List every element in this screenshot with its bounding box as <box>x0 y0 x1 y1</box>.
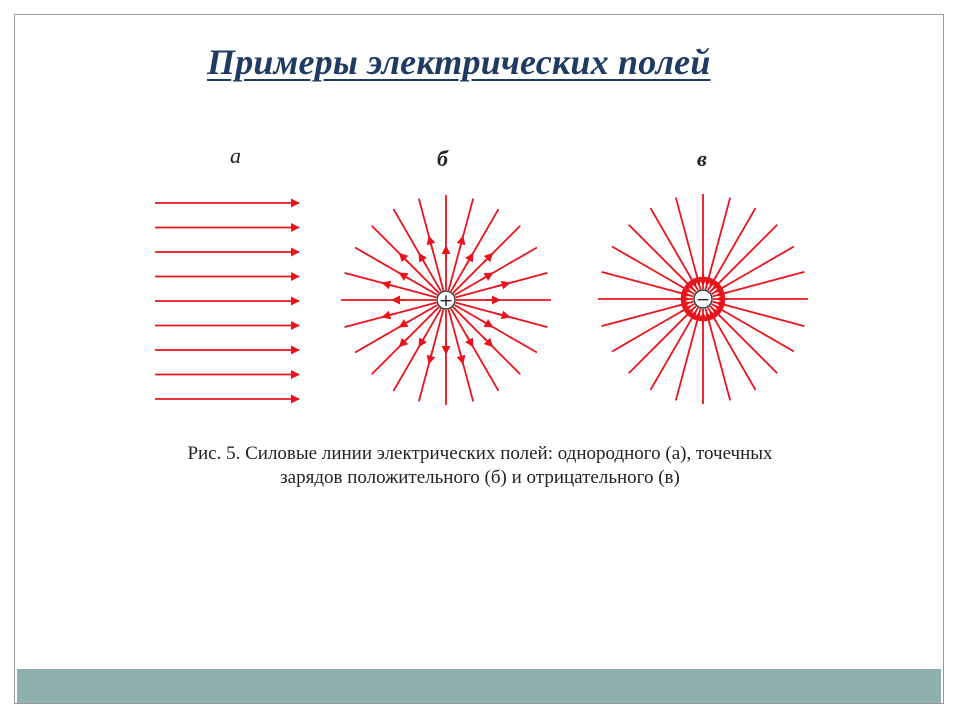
positive-field-line <box>451 209 499 291</box>
positive-field-line-arrow <box>399 320 411 327</box>
negative-field-line-arrow <box>680 286 690 292</box>
positive-field-line <box>455 248 537 296</box>
caption-line-1: Рис. 5. Силовые линии электрических полей: однородного (а), точечных <box>187 443 773 464</box>
slide <box>14 14 944 704</box>
negative-field-line-arrow <box>690 311 696 321</box>
positive-field-line-arrow <box>496 283 510 287</box>
field-diagrams <box>15 15 945 705</box>
label-positive: б <box>437 146 448 171</box>
slide-title: Примеры электрических полей <box>207 42 711 82</box>
negative-field-line-arrow <box>710 276 716 286</box>
negative-charge-symbol: − <box>695 290 711 310</box>
positive-field-line-arrow <box>483 337 493 347</box>
positive-field-line <box>451 309 499 391</box>
negative-field-line-arrow <box>707 313 710 325</box>
positive-field-line <box>394 309 442 391</box>
negative-field-line-arrow <box>715 306 725 312</box>
positive-field-line <box>355 248 437 296</box>
label-negative: в <box>697 146 707 171</box>
positive-charge <box>437 291 455 311</box>
negative-field-line-arrow <box>690 276 696 286</box>
positive-field-line-arrow <box>399 253 409 263</box>
positive-field-line-arrow <box>382 313 396 317</box>
positive-field-line-arrow <box>459 350 463 364</box>
negative-field-line-arrow <box>710 311 716 321</box>
positive-field-line-arrow <box>399 337 409 347</box>
negative-field-line-arrow <box>680 306 690 312</box>
negative-field-line-arrow <box>707 274 710 286</box>
negative-field-line-arrow <box>685 309 693 317</box>
positive-charge-symbol: + <box>438 291 454 311</box>
positive-field-line-arrow <box>481 320 493 327</box>
footer-bar <box>17 669 941 703</box>
negative-field-line-arrow <box>696 274 699 286</box>
positive-field-line <box>455 305 537 353</box>
negative-field-line-arrow <box>678 303 690 306</box>
positive-field-line-arrow <box>496 313 510 317</box>
negative-field-line-arrow <box>715 286 725 292</box>
label-uniform: а <box>230 143 241 168</box>
negative-field-line-arrow <box>713 309 721 317</box>
positive-field-line <box>355 305 437 353</box>
caption-line-2: зарядов положительного (б) и отрицательного (в) <box>280 467 680 488</box>
negative-field-line-arrow <box>678 292 690 295</box>
positive-field-line-arrow <box>429 236 433 250</box>
positive-field-line-arrow <box>481 273 493 280</box>
negative-field-line-arrow <box>685 281 693 289</box>
negative-field-line-arrow <box>717 292 729 295</box>
negative-field-line-arrow <box>696 313 699 325</box>
negative-field-line-arrow <box>713 281 721 289</box>
negative-charge <box>694 290 712 310</box>
positive-field-line-arrow <box>429 350 433 364</box>
positive-field-line-arrow <box>419 335 426 347</box>
positive-field-line-arrow <box>382 283 396 287</box>
positive-field-line-arrow <box>399 273 411 280</box>
positive-field-line <box>394 209 442 291</box>
negative-field-line-arrow <box>717 303 729 306</box>
positive-field-line-arrow <box>459 236 463 250</box>
positive-field-line-arrow <box>466 335 473 347</box>
positive-field-line-arrow <box>419 253 426 265</box>
positive-field-line-arrow <box>483 253 493 263</box>
figure-caption <box>115 442 845 490</box>
uniform-field <box>155 203 299 399</box>
positive-field-line-arrow <box>466 253 473 265</box>
